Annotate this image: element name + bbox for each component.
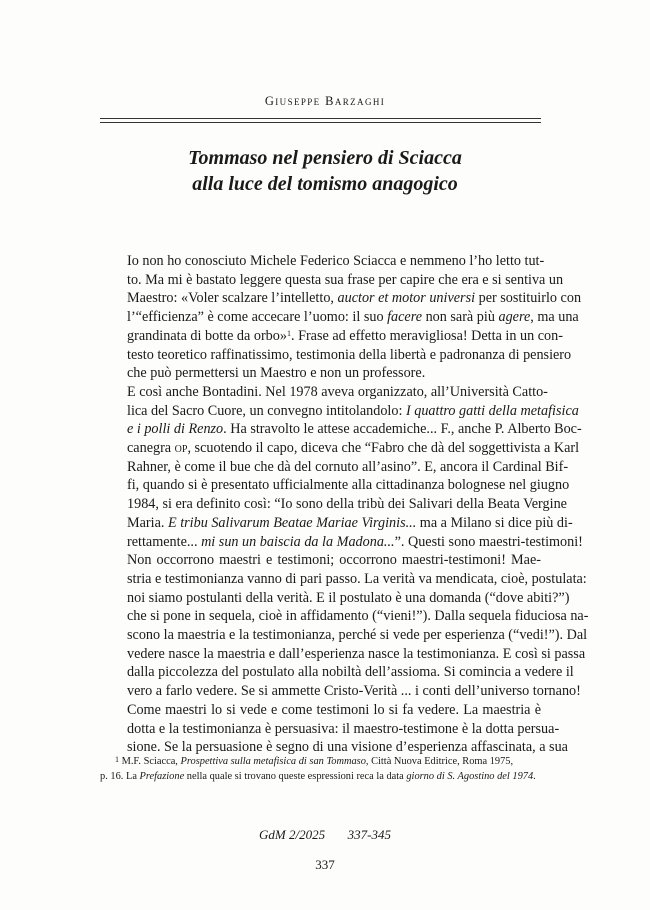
text-run: noi siamo postulanti della verità. E il postulato è una domanda (“dove abiti?”) <box>127 589 570 606</box>
text-run: testo teoretico raffinatissimo, testimonia della libertà e padronanza di pensiero <box>127 346 572 363</box>
text-line <box>100 701 541 720</box>
text-run: dalla piccolezza del postulato alla nobiltà dell’assioma. Si comincia a vedere il <box>127 664 574 681</box>
title-line-1: Tommaso nel pensiero di Sciacca <box>188 147 462 169</box>
journal-name: GdM 2/2025 <box>259 827 326 842</box>
text-line <box>100 383 548 402</box>
paragraph-1 <box>100 252 582 383</box>
header-rule-thin <box>100 118 541 119</box>
text-line <box>100 682 581 701</box>
text-line <box>100 476 570 495</box>
text-run: M.F. Sciacca, <box>119 756 181 767</box>
text-run: Rahner, è come il bue che dà del cornuto all’asino”. E, ancora il Cardinal Bif- <box>127 458 569 475</box>
article-body <box>100 252 589 757</box>
text-run: ma a Milano si dice più di- <box>416 514 573 531</box>
text-run: dotta e la testimonianza è persuasiva: il maestro-testimone è la dotta persua- <box>127 720 560 737</box>
text-run: canegra <box>127 440 175 457</box>
text-line <box>100 420 582 439</box>
text-run: . Ha stravolto le attese accademiche... F., anche P. Alberto Boc- <box>223 421 582 438</box>
text-line <box>100 533 583 552</box>
text-run: vedere nasce la maestria e dall’esperienza nasce la testimonianza. E così si passa <box>127 645 586 662</box>
text-line <box>100 570 587 589</box>
text-run: che può permettersi un Maestro e non un professore. <box>127 365 426 382</box>
text-line <box>100 289 582 308</box>
text-line <box>100 589 570 608</box>
footnote-line <box>100 769 541 784</box>
text-run: p. 16. La <box>100 771 140 782</box>
paragraph-3 <box>100 551 589 701</box>
journal-citation <box>0 827 650 843</box>
text-line <box>100 458 569 477</box>
text-run: non sarà più <box>422 309 499 326</box>
text-run: Io non ho conosciuto Michele Federico Sciacca e nemmeno l’ho letto tut- <box>127 253 545 269</box>
text-line <box>100 308 579 327</box>
text-line <box>100 364 541 383</box>
text-run: che si pone in sequela, cioè in affidamento (“vieni!”). Dalla sequela fiduciosa na- <box>127 608 589 625</box>
paragraph-4 <box>100 701 568 757</box>
article-title <box>0 145 650 197</box>
italic-run: facere <box>387 309 423 326</box>
text-run: per sostituirlo con <box>475 290 582 307</box>
text-run: , Città Nuova Editrice, Roma 1975, <box>365 756 514 767</box>
paragraph-2 <box>100 383 583 551</box>
text-run: Come maestri lo si vede e come testimoni lo si fa vedere. La maestria è <box>127 701 541 718</box>
text-run: . Frase ad effetto meravigliosa! Detta in un con- <box>290 327 563 344</box>
text-run: . <box>533 771 536 782</box>
text-run: nella quale si trovano queste espressioni reca la data <box>184 771 407 782</box>
text-run: scono la maestria e la testimonianza, perché si vede per esperienza (“vedi!”). Dal <box>127 627 588 644</box>
italic-run: giorno di S. Agostino del 1974 <box>406 771 534 782</box>
text-run: Non occorrono maestri e testimoni; occorrono maestri-testimoni! Mae- <box>127 552 541 569</box>
text-run: Maestro: «Voler scalzare l’intelletto, <box>127 290 338 307</box>
footnote <box>100 754 541 784</box>
text-run: lica del Sacro Cuore, un convegno intitolandolo: <box>127 402 406 419</box>
header-rule-thick <box>100 122 541 123</box>
text-run: vero a farlo vedere. Se si ammette Cristo-Verità ... i conti dell’universo tornano! <box>127 683 581 700</box>
footnote-line <box>100 754 541 769</box>
text-line <box>100 252 545 271</box>
text-line <box>100 346 572 365</box>
text-line <box>100 495 567 514</box>
italic-run: I quattro gatti della metafisica <box>405 402 579 419</box>
italic-run: mi sun un baiscia da la Madona... <box>201 533 395 550</box>
text-run: 1984, si era definito così: “Io sono della tribù dei Salivari della Beata Vergine <box>127 496 567 513</box>
text-line <box>100 551 541 570</box>
text-line <box>100 663 574 682</box>
journal-pages: 337-345 <box>347 827 391 842</box>
text-run: to. Ma mi è bastato leggere questa sua frase per capire che era e si sentiva un <box>127 271 564 288</box>
text-run: sione. Se la persuasione è segno di una visione d’esperienza affascinata, a sua <box>127 739 568 756</box>
text-line <box>100 327 563 346</box>
text-run: E così anche Bontadini. Nel 1978 aveva organizzato, all’Università Catto- <box>127 383 548 400</box>
title-line-2: alla luce del tomismo anagogico <box>192 173 458 195</box>
text-run: , ma una <box>530 309 579 326</box>
text-run: fi, quando si è presentato ufficialmente alla cittadinanza bolognese nel giugno <box>127 477 570 494</box>
italic-run: Prospettiva sulla metafisica di san Tommaso <box>180 756 366 767</box>
italic-run: agere <box>498 309 531 326</box>
text-run: ”. Questi sono maestri-testimoni! <box>394 533 583 550</box>
page-number: 337 <box>315 857 335 872</box>
italic-run: Prefazione <box>139 771 185 782</box>
italic-run: auctor et motor universi <box>337 290 476 307</box>
text-line <box>100 514 573 533</box>
footnote-marker: 1 <box>286 328 291 338</box>
text-run: l’“efficienza” è come accecare l’uomo: il suo <box>127 309 388 326</box>
text-run: Maria. <box>127 514 168 531</box>
footnote-marker: 1 <box>115 755 119 764</box>
smallcaps-run: op <box>174 440 188 457</box>
text-line <box>100 402 579 421</box>
italic-run: E tribu Salivarum Beatae Mariae Virginis... <box>167 514 417 531</box>
text-line <box>100 271 564 290</box>
text-run: rettamente... <box>127 533 202 550</box>
text-line <box>100 439 580 458</box>
text-run: grandinata di botte da orbo» <box>127 327 287 344</box>
text-line <box>100 607 589 626</box>
text-run: stria e testimonianza vanno di pari passo. La verità va mendicata, cioè, postulata: <box>127 570 587 587</box>
italic-run: e i polli di Renzo <box>127 421 224 438</box>
running-header-author: Giuseppe Barzaghi <box>264 94 386 108</box>
text-line <box>100 645 586 664</box>
text-line <box>100 720 560 739</box>
text-line <box>100 626 588 645</box>
text-run: , scuotendo il capo, diceva che “Fabro che dà del soggettivista a Karl <box>187 440 580 457</box>
